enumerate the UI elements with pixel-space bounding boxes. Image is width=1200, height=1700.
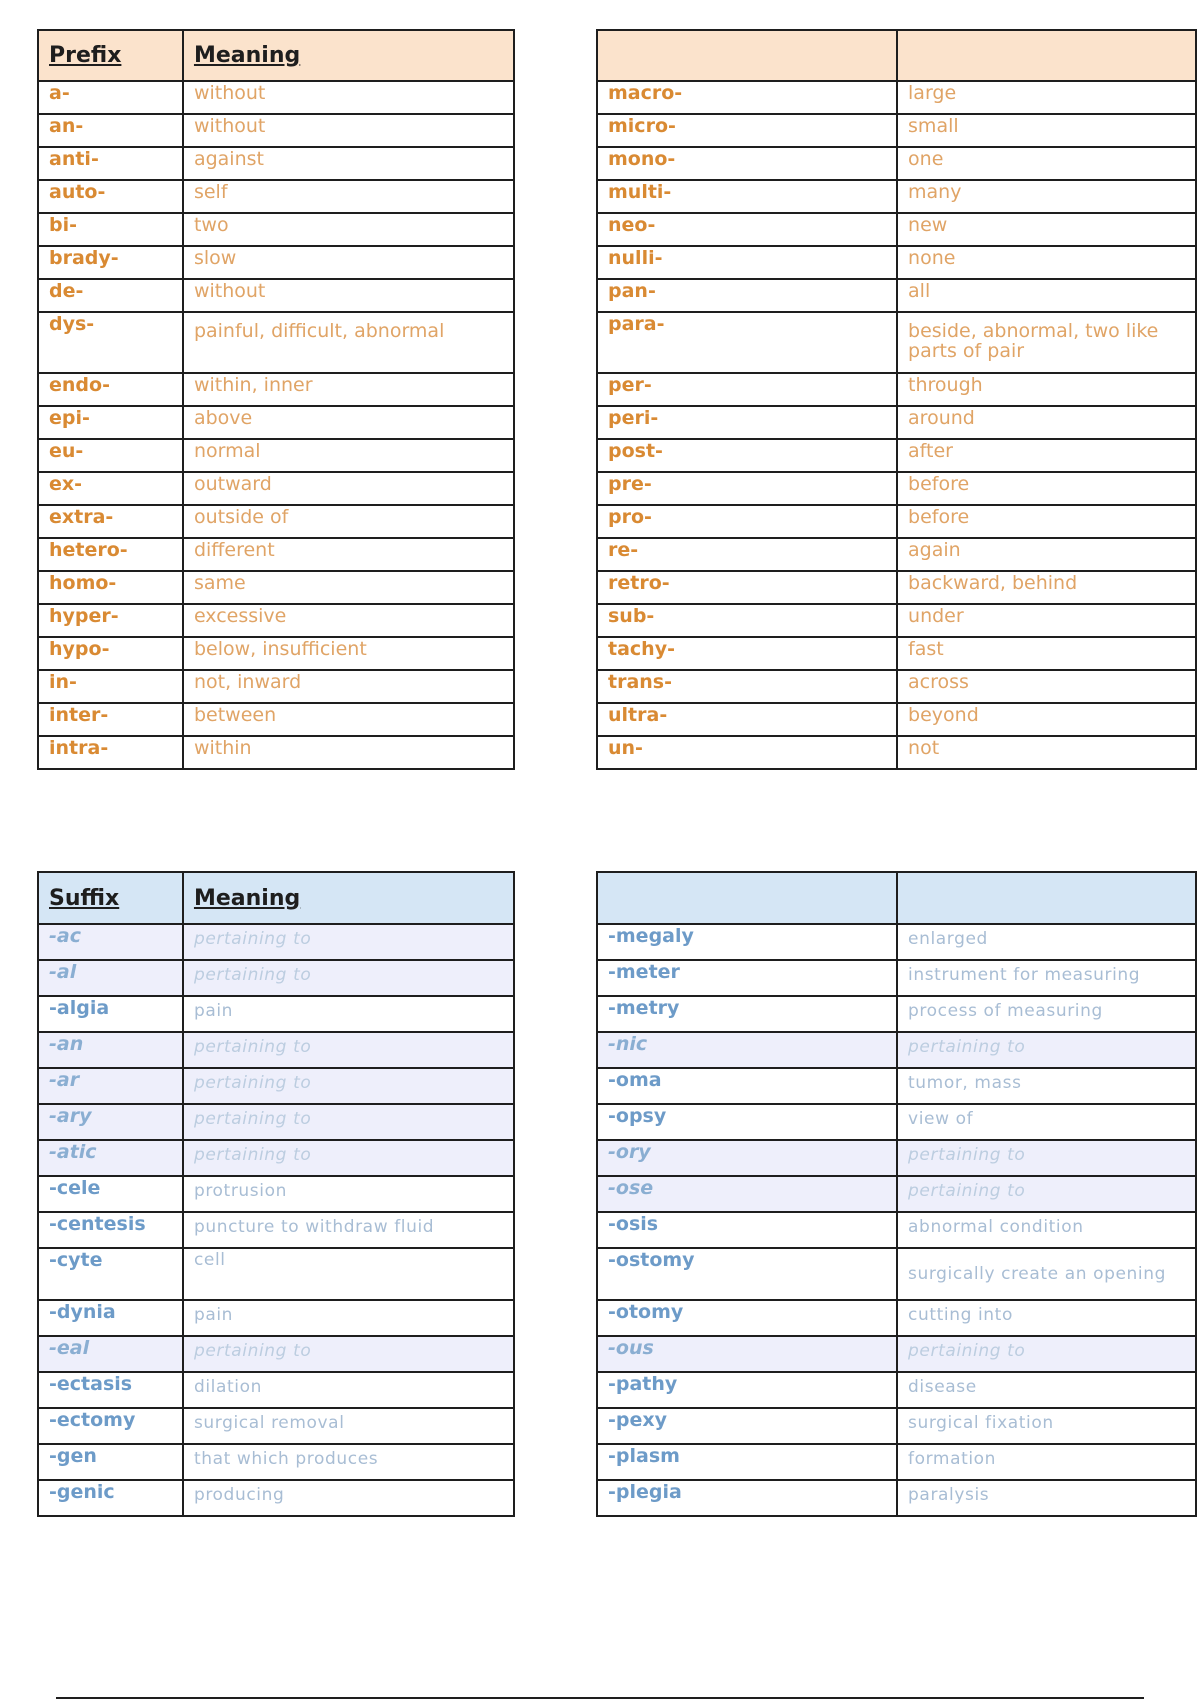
meaning-cell: without [183,81,514,114]
suffix-cell: -pexy [597,1408,897,1444]
suffix-cell: -genic [38,1480,183,1516]
meaning-cell: cutting into [897,1300,1196,1336]
table-row [38,1176,514,1212]
suffix-cell: -algia [38,996,183,1032]
table-row [597,1104,1196,1140]
prefix-cell: retro- [597,571,897,604]
header-meaning [897,30,1196,81]
table-header-row [597,30,1196,81]
table-row [38,960,514,996]
meaning-cell: pertaining to [897,1140,1196,1176]
meaning-cell: surgical removal [183,1408,514,1444]
meaning-cell: without [183,279,514,312]
meaning-cell: through [897,373,1196,406]
suffix-cell: -plegia [597,1480,897,1516]
meaning-cell: paralysis [897,1480,1196,1516]
prefix-cell: tachy- [597,637,897,670]
prefix-cell: hetero- [38,538,183,571]
meaning-cell: within [183,736,514,769]
suffix-table-right [596,871,1197,1517]
table-row [38,472,514,505]
meaning-cell: all [897,279,1196,312]
meaning-cell: not [897,736,1196,769]
table-row [597,1372,1196,1408]
prefix-cell: extra- [38,505,183,538]
prefix-cell: ultra- [597,703,897,736]
suffix-cell: -ostomy [597,1248,897,1300]
prefix-cell: post- [597,439,897,472]
table-row [597,703,1196,736]
header-prefix: Prefix [38,30,183,81]
table-header-row [38,30,514,81]
prefix-cell: mono- [597,147,897,180]
suffix-cell: -opsy [597,1104,897,1140]
prefix-table-right [596,29,1197,770]
header-meaning: Meaning [183,30,514,81]
table-row [38,505,514,538]
table-row [597,279,1196,312]
header-suffix [597,872,897,924]
meaning-cell: pertaining to [183,1104,514,1140]
meaning-cell: without [183,114,514,147]
table-row [38,538,514,571]
meaning-cell: new [897,213,1196,246]
table-row [38,604,514,637]
table-row [38,736,514,769]
table-row [38,147,514,180]
suffix-cell: -ous [597,1336,897,1372]
prefix-cell: pre- [597,472,897,505]
header-prefix [597,30,897,81]
table-row [38,1372,514,1408]
table-row [38,1140,514,1176]
table-row [38,373,514,406]
table-row [38,996,514,1032]
table-row [597,960,1196,996]
meaning-cell: above [183,406,514,439]
table-row [38,1104,514,1140]
table-row [38,670,514,703]
table-row [38,637,514,670]
suffix-cell: -ectomy [38,1408,183,1444]
header-meaning [897,872,1196,924]
table-row [38,1032,514,1068]
prefix-cell: micro- [597,114,897,147]
meaning-cell: tumor, mass [897,1068,1196,1104]
suffix-cell: -ectasis [38,1372,183,1408]
prefix-cell: nulli- [597,246,897,279]
table-header-row [597,872,1196,924]
table-row [597,1176,1196,1212]
header-meaning: Meaning [183,872,514,924]
prefix-cell: sub- [597,604,897,637]
prefix-cell: peri- [597,406,897,439]
prefix-cell: epi- [38,406,183,439]
table-header-row [38,872,514,924]
table-row [597,604,1196,637]
meaning-cell: one [897,147,1196,180]
meaning-cell: around [897,406,1196,439]
meaning-cell: under [897,604,1196,637]
table-row [597,1140,1196,1176]
suffix-cell: -nic [597,1032,897,1068]
meaning-cell: enlarged [897,924,1196,960]
table-row [38,213,514,246]
table-row [597,736,1196,769]
prefix-cell: intra- [38,736,183,769]
meaning-cell: pertaining to [897,1336,1196,1372]
meaning-cell: two [183,213,514,246]
table-row [597,1212,1196,1248]
table-row [38,246,514,279]
table-row [38,1300,514,1336]
meaning-cell: backward, behind [897,571,1196,604]
prefix-cell: hypo- [38,637,183,670]
meaning-cell: same [183,571,514,604]
table-row [38,1248,514,1300]
header-suffix: Suffix [38,872,183,924]
meaning-cell: different [183,538,514,571]
meaning-cell: below, insufficient [183,637,514,670]
prefix-cell: bi- [38,213,183,246]
meaning-cell: pertaining to [183,1140,514,1176]
table-row [597,472,1196,505]
prefix-cell: pro- [597,505,897,538]
meaning-cell: producing [183,1480,514,1516]
meaning-cell: within, inner [183,373,514,406]
meaning-cell: view of [897,1104,1196,1140]
suffix-cell: -centesis [38,1212,183,1248]
meaning-cell: painful, difficult, abnormal [183,312,514,373]
table-row [38,279,514,312]
table-row [597,538,1196,571]
suffix-cell: -ory [597,1140,897,1176]
table-row [597,114,1196,147]
suffix-cell: -cele [38,1176,183,1212]
suffix-cell: -ar [38,1068,183,1104]
table-row [38,406,514,439]
prefix-cell: re- [597,538,897,571]
meaning-cell: outside of [183,505,514,538]
suffix-cell: -otomy [597,1300,897,1336]
table-row [597,312,1196,373]
meaning-cell: surgically create an opening [897,1248,1196,1300]
meaning-cell: cell [183,1248,514,1300]
meaning-cell: dilation [183,1372,514,1408]
table-row [597,924,1196,960]
table-row [38,1068,514,1104]
suffix-cell: -oma [597,1068,897,1104]
suffix-cell: -gen [38,1444,183,1480]
table-row [597,1300,1196,1336]
table-row [38,1444,514,1480]
table-row [597,406,1196,439]
table-row [597,1336,1196,1372]
suffix-cell: -ose [597,1176,897,1212]
meaning-cell: pertaining to [183,1336,514,1372]
meaning-cell: none [897,246,1196,279]
table-row [597,1248,1196,1300]
meaning-cell: process of measuring [897,996,1196,1032]
table-row [38,703,514,736]
table-row [597,1032,1196,1068]
suffix-cell: -megaly [597,924,897,960]
table-row [597,637,1196,670]
prefix-cell: de- [38,279,183,312]
table-row [597,180,1196,213]
footer-divider [56,1697,1144,1699]
prefix-cell: dys- [38,312,183,373]
meaning-cell: pain [183,996,514,1032]
meaning-cell: pertaining to [183,924,514,960]
prefix-cell: an- [38,114,183,147]
prefix-cell: a- [38,81,183,114]
meaning-cell: puncture to withdraw fluid [183,1212,514,1248]
meaning-cell: normal [183,439,514,472]
table-row [38,81,514,114]
prefix-cell: endo- [38,373,183,406]
meaning-cell: protrusion [183,1176,514,1212]
table-row [597,246,1196,279]
suffix-cell: -eal [38,1336,183,1372]
suffix-cell: -ac [38,924,183,960]
meaning-cell: after [897,439,1196,472]
prefix-cell: pan- [597,279,897,312]
suffix-cell: -pathy [597,1372,897,1408]
table-row [597,439,1196,472]
meaning-cell: outward [183,472,514,505]
table-row [597,147,1196,180]
table-row [38,180,514,213]
meaning-cell: not, inward [183,670,514,703]
meaning-cell: disease [897,1372,1196,1408]
table-row [38,924,514,960]
prefix-cell: inter- [38,703,183,736]
suffix-cell: -dynia [38,1300,183,1336]
meaning-cell: many [897,180,1196,213]
prefix-cell: para- [597,312,897,373]
meaning-cell: before [897,505,1196,538]
table-row [597,670,1196,703]
table-row [597,1480,1196,1516]
prefix-cell: hyper- [38,604,183,637]
table-row [38,312,514,373]
meaning-cell: formation [897,1444,1196,1480]
suffix-cell: -an [38,1032,183,1068]
prefix-cell: homo- [38,571,183,604]
table-row [38,1480,514,1516]
meaning-cell: surgical fixation [897,1408,1196,1444]
table-row [38,1212,514,1248]
meaning-cell: small [897,114,1196,147]
meaning-cell: instrument for measuring [897,960,1196,996]
suffix-cell: -cyte [38,1248,183,1300]
prefix-cell: un- [597,736,897,769]
meaning-cell: beside, abnormal, two like parts of pair [897,312,1196,373]
table-row [38,114,514,147]
table-row [597,996,1196,1032]
meaning-cell: again [897,538,1196,571]
meaning-cell: between [183,703,514,736]
prefix-cell: brady- [38,246,183,279]
meaning-cell: pertaining to [183,960,514,996]
meaning-cell: excessive [183,604,514,637]
table-row [597,505,1196,538]
meaning-cell: abnormal condition [897,1212,1196,1248]
meaning-cell: that which produces [183,1444,514,1480]
table-row [597,1408,1196,1444]
meaning-cell: slow [183,246,514,279]
meaning-cell: fast [897,637,1196,670]
prefix-cell: trans- [597,670,897,703]
table-row [597,81,1196,114]
meaning-cell: pertaining to [897,1032,1196,1068]
meaning-cell: beyond [897,703,1196,736]
suffix-cell: -ary [38,1104,183,1140]
table-row [597,1068,1196,1104]
suffix-table-left [37,871,515,1517]
prefix-cell: neo- [597,213,897,246]
suffix-cell: -plasm [597,1444,897,1480]
prefix-cell: per- [597,373,897,406]
meaning-cell: across [897,670,1196,703]
prefix-cell: eu- [38,439,183,472]
suffix-cell: -metry [597,996,897,1032]
table-row [597,1444,1196,1480]
prefix-cell: in- [38,670,183,703]
prefix-cell: auto- [38,180,183,213]
meaning-cell: pertaining to [897,1176,1196,1212]
prefix-table-left [37,29,515,770]
meaning-cell: pain [183,1300,514,1336]
suffix-cell: -al [38,960,183,996]
table-row [38,1408,514,1444]
prefix-cell: ex- [38,472,183,505]
prefix-cell: multi- [597,180,897,213]
table-row [38,439,514,472]
prefix-cell: macro- [597,81,897,114]
table-row [597,571,1196,604]
table-row [597,213,1196,246]
meaning-cell: before [897,472,1196,505]
suffix-cell: -meter [597,960,897,996]
table-row [597,373,1196,406]
suffix-cell: -atic [38,1140,183,1176]
meaning-cell: self [183,180,514,213]
prefix-cell: anti- [38,147,183,180]
table-row [38,571,514,604]
suffix-cell: -osis [597,1212,897,1248]
meaning-cell: pertaining to [183,1032,514,1068]
meaning-cell: against [183,147,514,180]
meaning-cell: large [897,81,1196,114]
meaning-cell: pertaining to [183,1068,514,1104]
table-row [38,1336,514,1372]
